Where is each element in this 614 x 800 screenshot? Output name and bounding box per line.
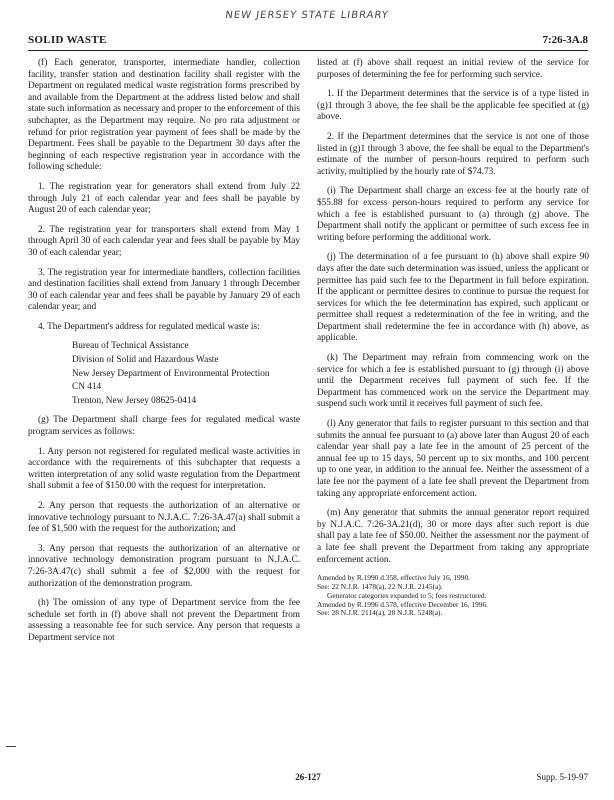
paragraph-h1: 1. If the Department determines that the service is of a type listed in (g)1 through 3 above, the fee shall be the applicable fee specified at (g) above.	[317, 89, 589, 123]
address-line: New Jersey Department of Environmental Protection	[72, 368, 270, 379]
paragraph-f4: 4. The Department's address for regulated medical waste is:	[38, 321, 260, 332]
address-line: CN 414	[72, 382, 102, 393]
address-line: Trenton, New Jersey 08625-0414	[72, 395, 197, 406]
history-line: See: 22 N.J.R. 1478(a), 22 N.J.R. 2145(a).	[317, 581, 443, 591]
history-line: Generator categories expanded to 5; fees restructured.	[327, 590, 487, 600]
left-column	[28, 58, 300, 653]
margin-mark	[6, 746, 16, 747]
paragraph-f: (f) Each generator, transporter, intermediate handler, collection facility, transfer station and destination facility shall register with the Department on regulated medical waste registration forms prescribed by and available from the Department at the address listed below and shall state such information as necessary and proper to the enforcement of this subchapter, as the Department may require. No pro rata adjustment or refund for prior registration year payment of fees shall be made by the Department. Fees shall be payable to the Department 30 days after the beginning of each respective registration year in accordance with the following schedule:	[28, 58, 300, 173]
history-line: Amended by R.1990 d.358, effective July 16, 1990.	[317, 573, 470, 583]
paragraph-f2: 2. The registration year for transporters shall extend from May 1 through April 30 of each calendar year and fees shall be payable by May 30 of each calendar year;	[28, 224, 300, 258]
section-number: 7:26-3A.8	[542, 34, 588, 46]
page-number: 26-127	[295, 772, 321, 782]
paragraph-g2: 2. Any person that requests the authorization of an alternative or innovative technology pursuant to N.J.A.C. 7:26-3A.47(a) shall submit a fee of $1,500 with the request for the authorization; and	[28, 501, 300, 535]
paragraph-i: (i) The Department shall charge an excess fee at the hourly rate of $55.88 for excess person-hours required to perform any service for which a fee is established pursuant to (a) through (g) above. The Department shall notify the applicant or permittee of such excess fee in writing before performing the additional work.	[317, 186, 589, 243]
right-column	[317, 58, 589, 618]
paragraph-l: (l) Any generator that fails to register pursuant to this section and that submits the annual fee pursuant to (a) above later than August 20 of each calendar year shall pay a late fee in the amount of 25 percent of the annual fee up to 15 days, 50 percent up to six months, and 100 percent up to one year, in addition to the annual fee. Neither the assessment of a late fee nor the payment of a late fee shall prevent the Department from taking any appropriate enforcement action.	[317, 419, 589, 499]
paragraph-h-continued: listed at (f) above shall request an initial review of the service for purposes of determining the fee for performing such service.	[317, 58, 589, 80]
chapter-title: SOLID WASTE	[28, 34, 107, 46]
paragraph-g: (g) The Department shall charge fees for regulated medical waste program services as follows:	[28, 415, 300, 438]
paragraph-f3: 3. The registration year for intermediate handlers, collection facilities and destination facilities shall extend from January 1 through December 30 of each calendar year and fees shall be payable by January 29 of each calendar year; and	[28, 267, 300, 313]
address-line: Bureau of Technical Assistance	[72, 341, 189, 352]
paragraph-h2: 2. If the Department determines that the service is not one of those listed in (g)1 through 3 above, the fee shall be equal to the Department's estimate of the number of person-hours required to perform such activity, multiplied by the hourly rate of $74.73.	[317, 131, 589, 177]
page-footer	[28, 772, 588, 784]
history-line: Amended by R.1996 d.578, effective December 16, 1996.	[317, 599, 489, 609]
paragraph-h: (h) The omission of any type of Department service from the fee schedule set forth in (f) above shall not prevent the Department from assessing a reasonable fee for such service. Any person that requests a Department service not	[28, 598, 300, 643]
paragraph-k: (k) The Department may refrain from commencing work on the service for which a fee is established pursuant to (g) through (i) above until the Department receives full payment of such fee. If the Department has commenced work on the service the Department may suspend such work until it receives full payment of such fee.	[317, 353, 589, 410]
paragraph-f1: 1. The registration year for generators shall extend from July 22 through July 21 of each calendar year and fees shall be payable by August 20 of each calendar year;	[28, 181, 300, 216]
running-header	[28, 34, 588, 51]
paragraph-g3: 3. Any person that requests the authorization of an alternative or innovative technology demonstration program pursuant to N.J.A.C. 7:26-3A.47(c) shall submit a fee of $2,000 with the request for authorization of the demonstration program.	[28, 543, 300, 589]
paragraph-j: (j) The determination of a fee pursuant to (h) above shall expire 90 days after the date such determination was issued, unless the applicant or permittee has paid such fee to the Department in full before expiration. If the applicant or permittee desires to continue to pursue the request for services for which the fee determination has expired, such applicant or permittee shall request a redetermination of the fee in writing, and the Department shall redetermine the fee in accordance with (h) above, as applicable.	[317, 252, 589, 344]
supplement-date: Supp. 5-19-97	[536, 772, 588, 782]
paragraph-g1: 1. Any person not registered for regulated medical waste activities in accordance with the requirements of this subchapter that requests a written interpretation of any solid waste regulation from the Department shall submit a fee of $150.00 with the request for interpretation.	[28, 446, 300, 492]
library-stamp: NEW JERSEY STATE LIBRARY	[224, 10, 390, 21]
amendment-history	[317, 574, 589, 618]
department-address	[72, 341, 300, 407]
address-line: Division of Solid and Hazardous Waste	[72, 355, 219, 366]
history-line: See: 28 N.J.R. 2114(a), 28 N.J.R. 5248(a).	[317, 608, 443, 618]
paragraph-m: (m) Any generator that submits the annual generator report required by N.J.A.C. 7:26-3A.21(d), 30 or more days after such report is due shall pay a late fee of $50.00. Neither the assessment nor the payment of a late fee shall prevent the Department from taking any appropriate enforcement action.	[317, 508, 589, 565]
